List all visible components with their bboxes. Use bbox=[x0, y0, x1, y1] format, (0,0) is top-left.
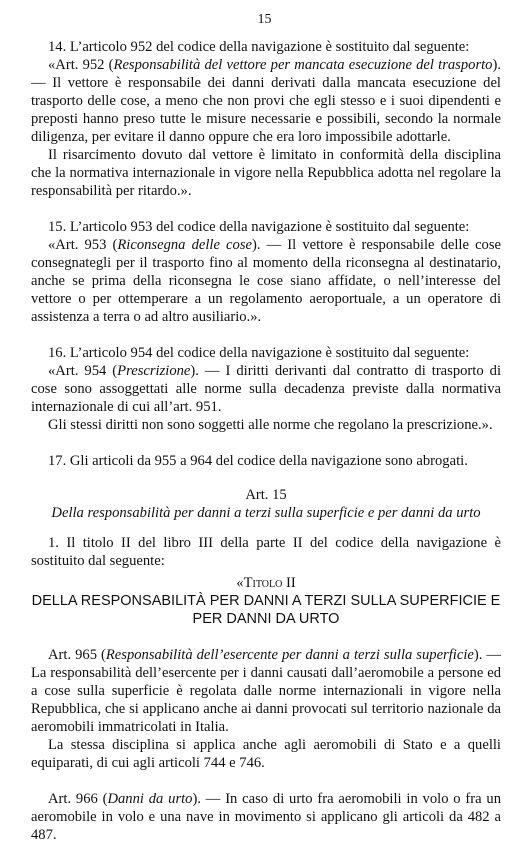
art-952-text bbox=[31, 56, 501, 146]
art-966-title: Danni da urto bbox=[107, 791, 193, 807]
art-954-prefix: «Art. 954 ( bbox=[48, 363, 118, 379]
art-953-prefix: «Art. 953 ( bbox=[48, 237, 118, 253]
art-954-title: Prescrizione bbox=[117, 363, 191, 379]
art-965-paragraph-2: La stessa disciplina si applica anche agli aeromobili di Stato e a quelli equiparati, di cui agli articoli 744 e 746. bbox=[31, 737, 501, 771]
art-954-paragraph-2: Gli stessi diritti non sono soggetti alle norme che regolano la prescrizione.». bbox=[48, 417, 493, 433]
article-15-intro: 1. Il titolo II del libro III della parte II del codice della navigazione è sostituito dal seguente: bbox=[31, 535, 501, 569]
art-952-body: ). — Il vettore è responsabile dei danni derivati dalla mancata esecuzione del trasporto delle cose, a meno che non provi che egli stesso e i suoi dipendenti e preposti hanno preso tutte le misure necessarie e possibili, secondo la normale diligenza, per evitare il danno oppure che era loro impossibile adottarle. bbox=[31, 57, 501, 145]
art-966-text bbox=[31, 790, 501, 844]
art-965-body: ). — La responsabilità dell’esercente per i danni causati dall’aeromobile a persone ed a cose sulla superficie è regolata dalle norme internazionali in vigore nella Repubblica, che si applicano anche ai danni provocati sul territorio nazionale da aeromobili immatricolati in Italia. bbox=[31, 647, 501, 735]
art-954-text bbox=[31, 362, 501, 416]
page-content bbox=[31, 38, 501, 844]
art-966-body: ). — In caso di urto fra aeromobili in volo o fra un aeromobile in volo e una nave in movimento si applicano gli articoli da 482 a 487. bbox=[31, 791, 501, 843]
section-16-intro: 16. L’articolo 954 del codice della navigazione è sostituito dal seguente: bbox=[48, 345, 470, 361]
section-15-intro: 15. L’articolo 953 del codice della navigazione è sostituito dal seguente: bbox=[48, 219, 470, 235]
titolo-label: «Titolo II bbox=[236, 575, 296, 591]
art-953-text bbox=[31, 236, 501, 326]
art-966-prefix: Art. 966 ( bbox=[48, 791, 108, 807]
section-14-intro: 14. L’articolo 952 del codice della navigazione è sostituito dal seguente: bbox=[48, 39, 470, 55]
art-965-prefix: Art. 965 ( bbox=[48, 647, 106, 663]
art-965-title: Responsabilità dell’esercente per danni a terzi sulla superficie bbox=[105, 647, 474, 663]
titolo-heading: DELLA RESPONSABILITÀ PER DANNI A TERZI SULLA SUPERFICIE E PER DANNI DA URTO bbox=[31, 593, 501, 627]
art-954-body: ). — I diritti derivanti dal contratto di trasporto di cose sono assoggettati alle norme sulla decadenza previste dalla normativa internazionale di cui all’art. 951. bbox=[31, 363, 502, 415]
art-965-text bbox=[31, 646, 501, 736]
art-952-title: Responsabilità del vettore per mancata esecuzione del trasporto bbox=[113, 57, 493, 73]
section-17-text: 17. Gli articoli da 955 a 964 del codice della navigazione sono abrogati. bbox=[48, 453, 468, 469]
art-953-title: Riconsegna delle cose bbox=[117, 237, 252, 253]
page-number: 15 bbox=[257, 12, 272, 27]
art-952-prefix: «Art. 952 ( bbox=[48, 57, 114, 73]
article-15-subtitle: Della responsabilità per danni a terzi sulla superficie e per danni da urto bbox=[51, 505, 481, 521]
article-15-heading: Art. 15 bbox=[245, 487, 287, 503]
art-953-body: ). — Il vettore è responsabile delle cose consegnategli per il trasporto fino al momento della riconsegna al destinatario, anche se prima della riconsegna le cose siano affidate, o nell’interesse del vettore o per ottemperare a un regolamento aeroportuale, a un operatore di assistenza a terra o ad altro ausiliario.». bbox=[31, 237, 501, 325]
art-952-paragraph-2: Il risarcimento dovuto dal vettore è limitato in conformità della disciplina che la normativa internazionale in vigore nella Repubblica adotta nel regolare la responsabilità per ritardo.». bbox=[31, 147, 501, 199]
